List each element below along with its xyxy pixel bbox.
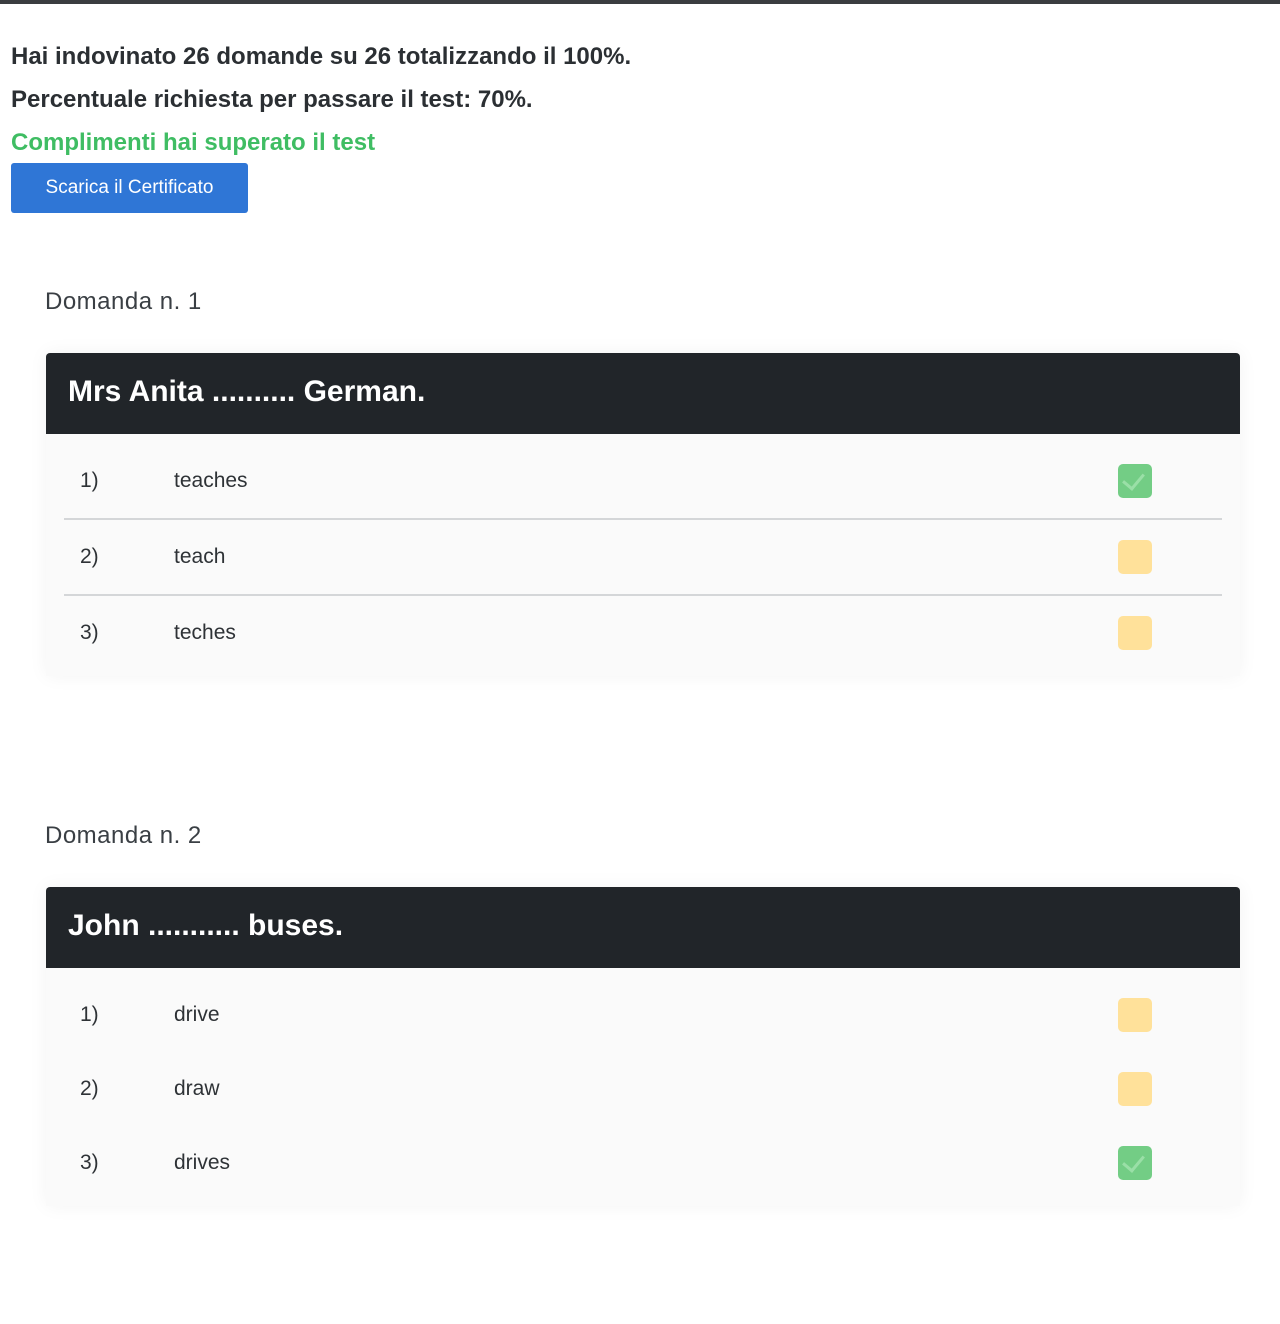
answer-text: teches [174,621,236,644]
answer-number: 3) [80,1151,99,1174]
answer-list [46,968,1240,1206]
answer-number: 2) [80,1077,99,1100]
answer-checkbox[interactable] [1118,998,1152,1032]
answer-number: 1) [80,1003,99,1026]
question-number: Domanda n. 1 [45,288,202,315]
answer-text: drives [174,1151,231,1174]
correct-answer-checkbox[interactable] [1118,464,1152,498]
question-1 [46,282,1240,676]
answer-row[interactable] [64,596,1222,670]
download-certificate-button[interactable]: Scarica il Certificato [11,163,248,213]
passed-message: Complimenti hai superato il test [11,129,376,156]
answer-checkbox[interactable] [1118,540,1152,574]
question-number: Domanda n. 2 [45,822,202,849]
top-border [0,0,1280,4]
question-text: Mrs Anita .......... German. [46,353,1240,434]
score-text: Hai indovinato 26 domande su 26 totalizzando il 100%. [11,43,632,70]
question-text: John ........... buses. [46,887,1240,968]
question-card [46,887,1240,1206]
answer-text: teaches [174,469,248,492]
answer-list [46,434,1240,676]
correct-answer-checkbox[interactable] [1118,1146,1152,1180]
answer-row[interactable] [64,444,1222,520]
answer-text: draw [174,1077,220,1100]
required-percentage-text: Percentuale richiesta per passare il test: 70%. [11,86,533,113]
answer-text: drive [174,1003,220,1026]
answer-number: 1) [80,469,99,492]
answer-number: 3) [80,621,99,644]
answer-row[interactable] [64,520,1222,596]
answer-checkbox[interactable] [1118,1072,1152,1106]
answer-row[interactable] [64,1126,1222,1200]
answer-text: teach [174,545,226,568]
question-2 [46,816,1240,1206]
answer-checkbox[interactable] [1118,616,1152,650]
answer-row[interactable] [64,1052,1222,1126]
check-icon [1122,1149,1145,1173]
result-summary [11,40,631,169]
answer-number: 2) [80,545,99,568]
question-card [46,353,1240,676]
answer-row[interactable] [64,978,1222,1052]
check-icon [1122,467,1145,491]
